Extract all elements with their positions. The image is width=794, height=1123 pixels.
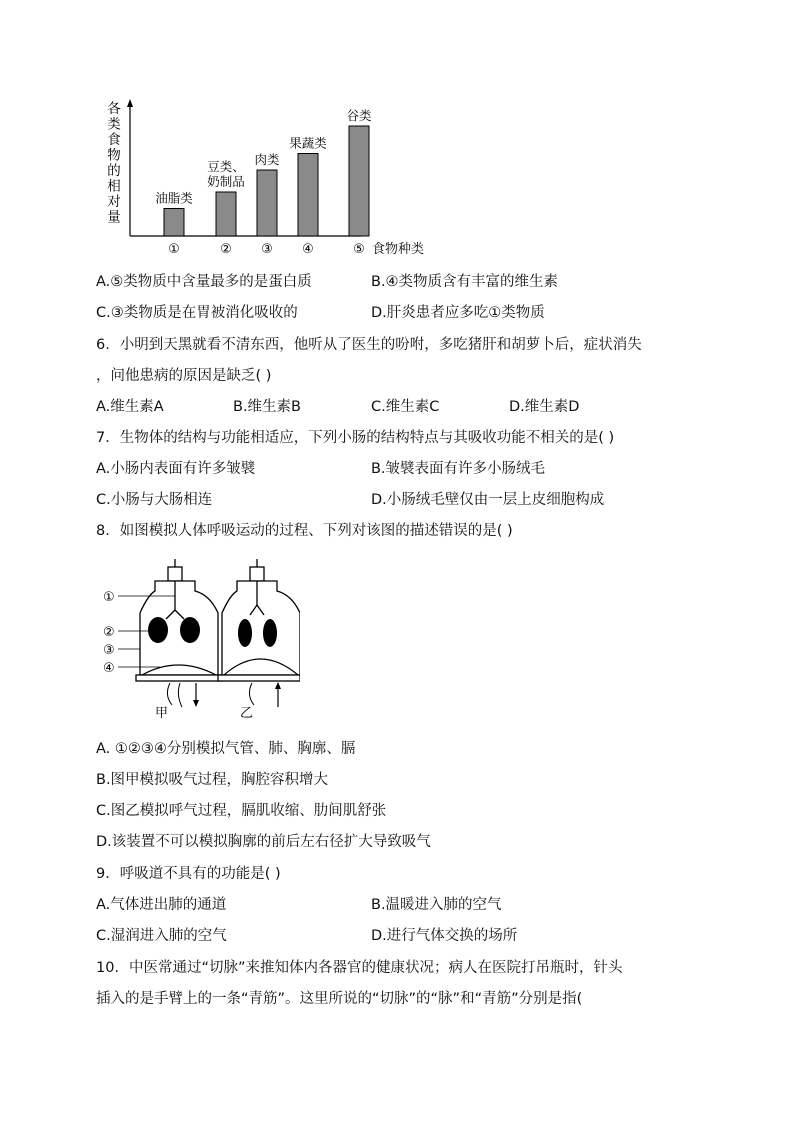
- q5-option-b: B.④类物质含有丰富的维生素: [371, 274, 559, 290]
- q7-option-d: D.小肠绒毛壁仅由一层上皮细胞构成: [371, 492, 605, 508]
- y-axis-label-char: 对: [107, 194, 121, 210]
- category-label-3: ③: [261, 242, 273, 257]
- y-axis-label-char: 物: [107, 147, 121, 164]
- bar-label-2-1: 豆类、: [207, 159, 245, 174]
- q6-stem-line2: ，问他患病的原因是缺乏( ): [96, 368, 272, 384]
- lung-left-2: [180, 617, 200, 643]
- bar-2: [216, 192, 236, 236]
- q7-stem: 7．生物体的结构与功能相适应，下列小肠的结构特点与其吸收功能不相关的是( ): [96, 430, 615, 446]
- y-axis-label-char: 各: [107, 101, 121, 117]
- bar-label-1: 油脂类: [155, 190, 193, 206]
- q8-option-d: D.该装置不可以模拟胸廓的前后左右径扩大导致吸气: [96, 834, 431, 850]
- q6-option-d: D.维生素D: [509, 399, 580, 415]
- jar-right: [218, 559, 300, 681]
- jar-left: [136, 559, 222, 681]
- category-label-1: ①: [168, 242, 180, 257]
- q6-stem-line1: 6．小明到天黑就看不清东西，他听从了医生的吩咐，多吃猪肝和胡萝卜后，症状消失: [96, 337, 642, 353]
- label-2: ②: [103, 625, 115, 640]
- lung-right-2: [263, 619, 277, 647]
- q6-option-a: A.维生素A: [96, 399, 164, 415]
- q7-option-b: B.皱襞表面有许多小肠绒毛: [371, 461, 546, 477]
- x-axis-label: 食物种类: [372, 242, 425, 257]
- q7-option-a: A.小肠内表面有许多皱襞: [96, 461, 256, 477]
- q9-stem: 9．呼吸道不具有的功能是( ): [96, 866, 281, 882]
- q8-option-c: C.图乙模拟呼气过程，膈肌收缩、肋间肌舒张: [96, 803, 387, 819]
- bar-4: [298, 154, 318, 237]
- q5-option-d: D.肝炎患者应多吃①类物质: [371, 305, 545, 321]
- q10-stem-line1: 10．中医常通过“切脉”来推知体内各器官的健康状况；病人在医院打吊瓶时，针头: [96, 960, 623, 976]
- q5-option-a: A.⑤类物质中含量最多的是蛋白质: [96, 274, 312, 290]
- y-axis-label-char: 相: [107, 178, 121, 195]
- q9-option-a: A.气体进出肺的通道: [96, 897, 227, 913]
- lung-left-1: [148, 617, 168, 643]
- bar-label-4: 果蔬类: [289, 135, 327, 151]
- label-1: ①: [103, 590, 115, 605]
- category-label-2: ②: [220, 242, 232, 257]
- food-bar-chart: [100, 96, 440, 261]
- y-axis-label: [107, 101, 121, 226]
- bar-5: [349, 126, 369, 236]
- bar-label-5: 谷类: [346, 108, 372, 123]
- respiration-model-diagram: [100, 555, 300, 723]
- category-label-5: ⑤: [353, 242, 365, 257]
- label-jia: 甲: [155, 706, 169, 721]
- q8-option-a: A. ①②③④分别模拟气管、肺、胸廓、膈: [96, 741, 356, 757]
- label-4: ④: [103, 661, 115, 676]
- q7-option-c: C.小肠与大肠相连: [96, 492, 213, 508]
- q5-option-c: C.③类物质是在胃被消化吸收的: [96, 305, 298, 321]
- q6-option-c: C.维生素C: [371, 399, 440, 415]
- y-axis-label-char: 食: [107, 132, 121, 148]
- y-axis-label-char: 类: [107, 116, 121, 133]
- category-label-4: ④: [302, 242, 314, 257]
- hand-right: [249, 683, 254, 705]
- bar-3: [257, 170, 277, 236]
- q6-option-b: B.维生素B: [233, 399, 302, 415]
- q8-option-b: B.图甲模拟吸气过程，胸腔容积增大: [96, 772, 329, 788]
- label-yi: 乙: [240, 706, 254, 721]
- bar-1: [164, 209, 184, 237]
- q9-option-b: B.温暖进入肺的空气: [371, 897, 502, 913]
- q9-option-d: D.进行气体交换的场所: [371, 928, 518, 944]
- q10-stem-line2: 插入的是手臂上的一条“青筋”。这里所说的“切脉”的“脉”和“青筋”分别是指(: [96, 991, 583, 1007]
- bar-label-2-2: 奶制品: [207, 174, 245, 189]
- q8-stem: 8．如图模拟人体呼吸运动的过程、下列对该图的描述错误的是( ): [96, 523, 513, 539]
- q9-option-c: C.湿润进入肺的空气: [96, 928, 227, 944]
- bar-label-3: 肉类: [254, 152, 280, 167]
- label-3: ③: [103, 643, 115, 658]
- hand-left: [167, 683, 182, 707]
- lung-right-1: [238, 619, 252, 647]
- y-axis-label-char: 量: [107, 209, 121, 226]
- y-axis-label-char: 的: [107, 163, 121, 179]
